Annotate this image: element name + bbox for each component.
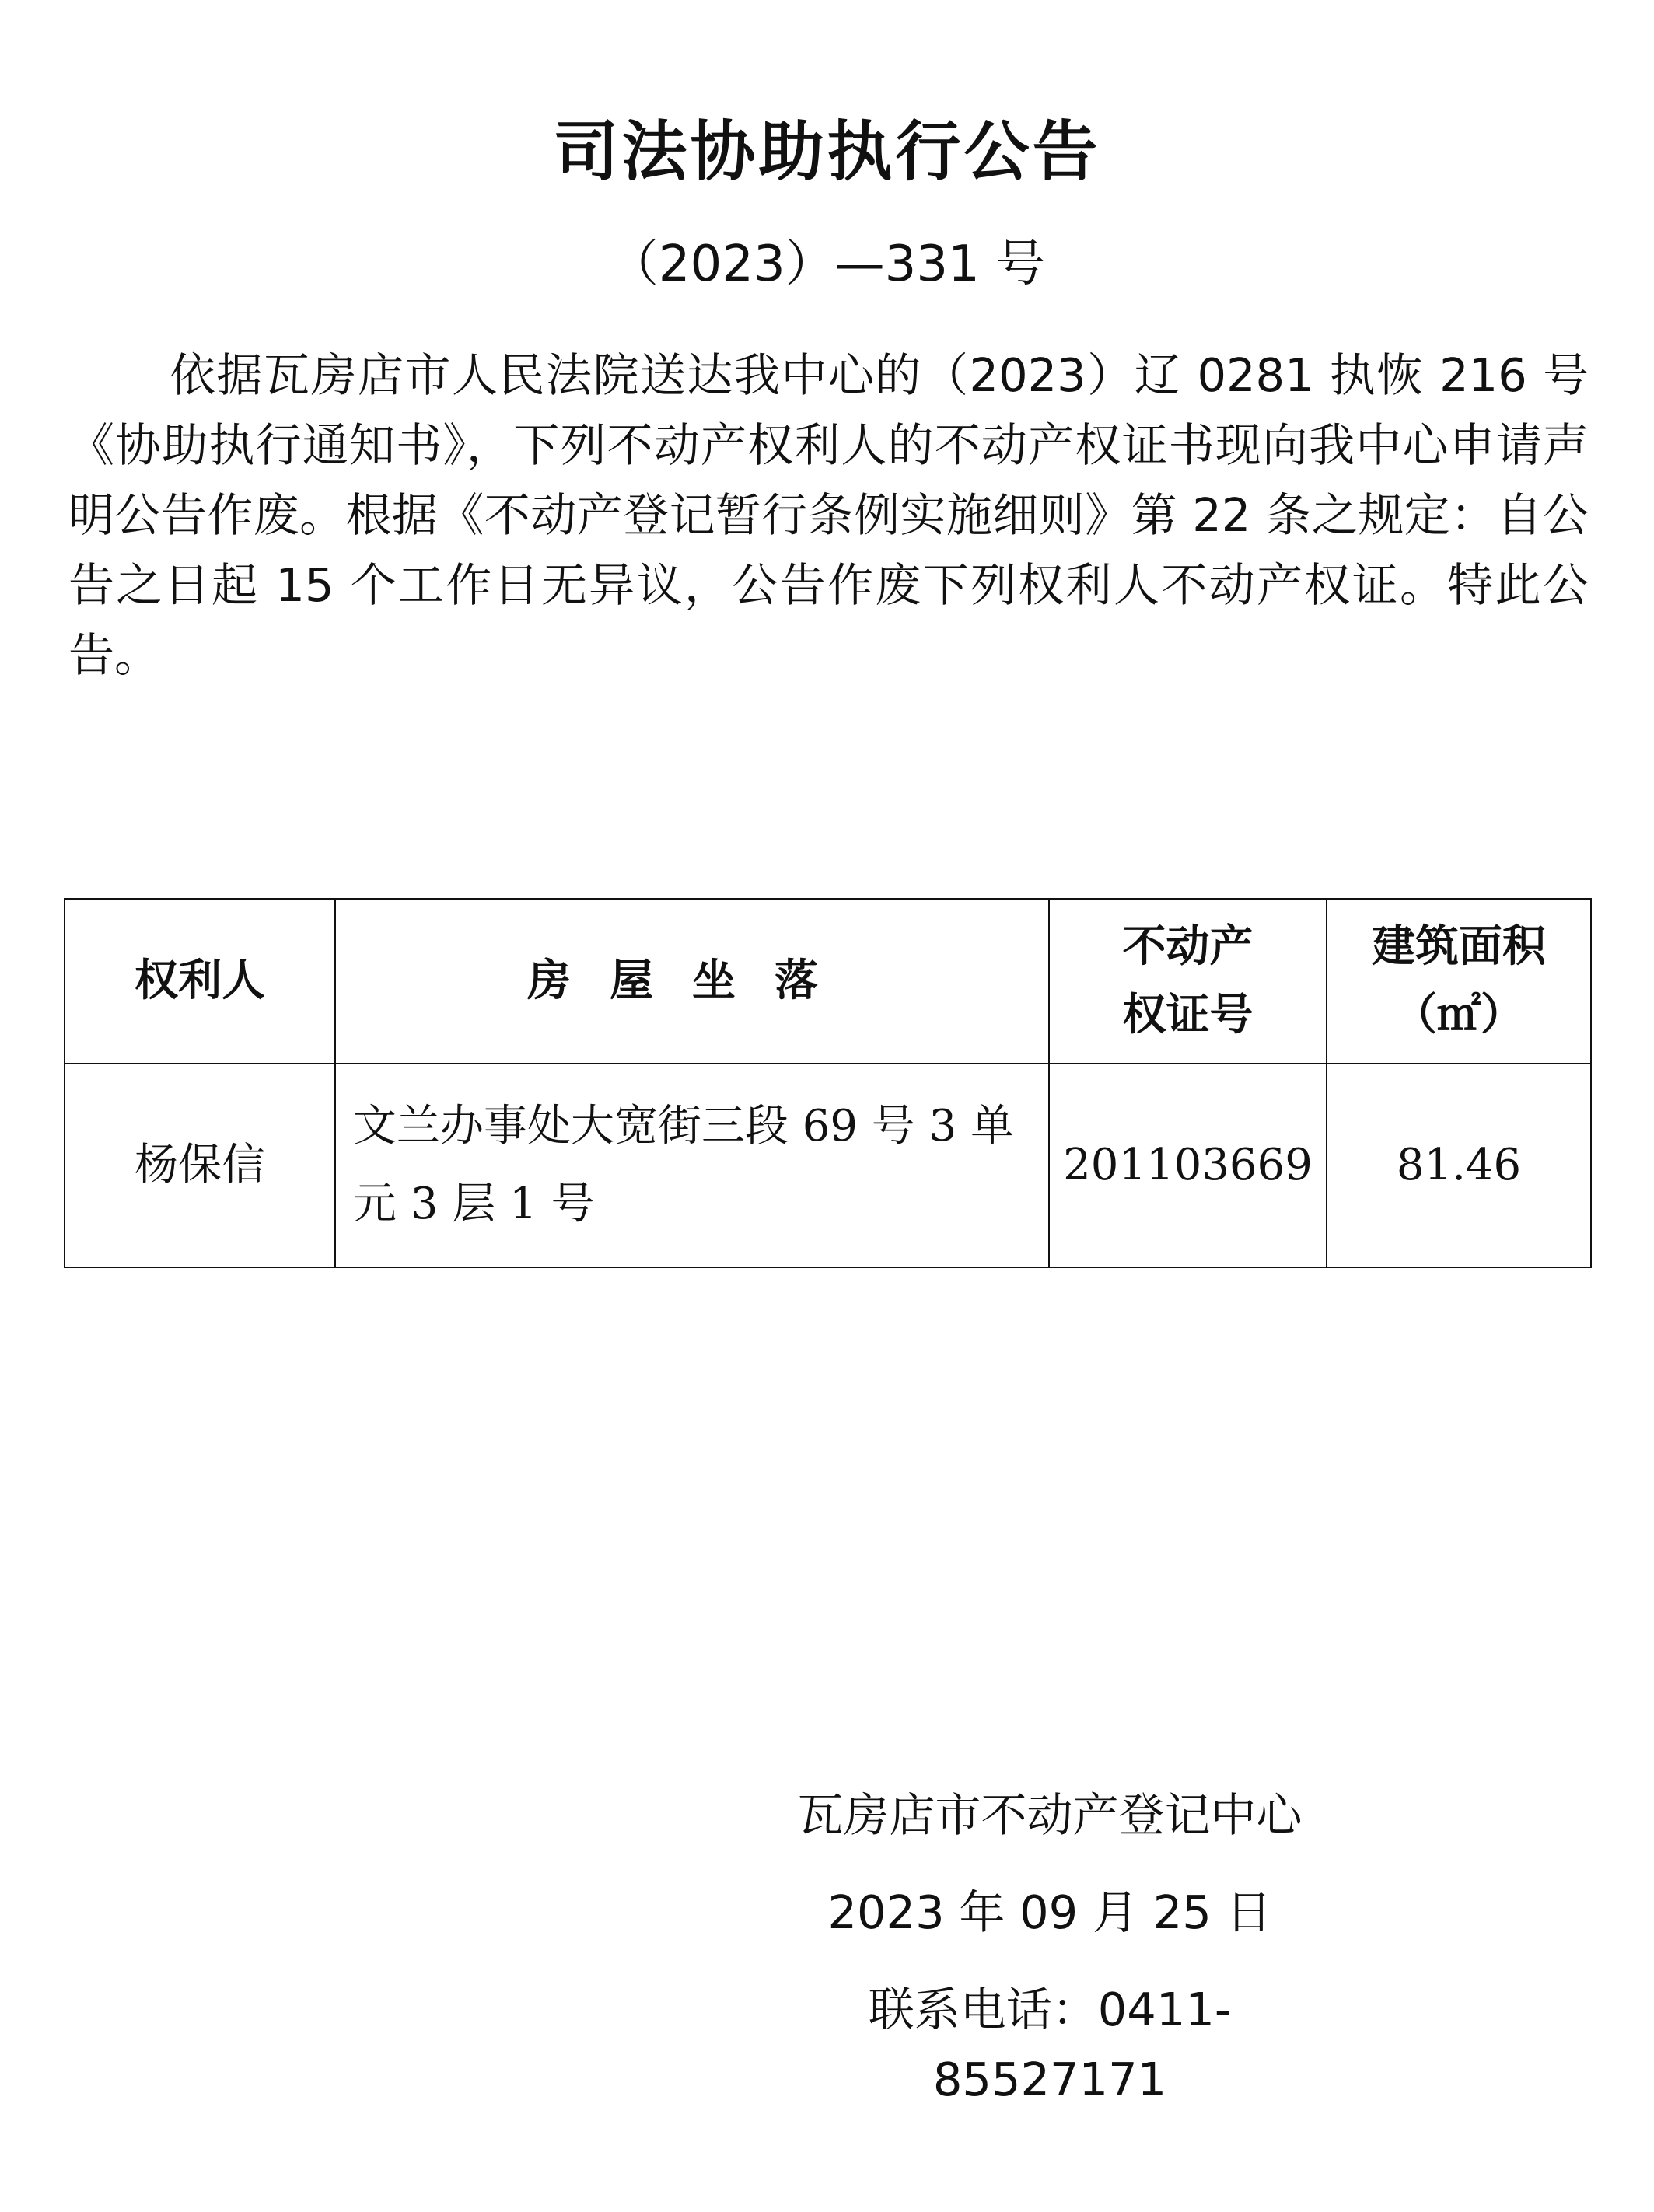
issuing-organization: 瓦房店市不动产登记中心 xyxy=(797,1788,1303,1842)
header-cert-no-line2: 权证号 xyxy=(1122,990,1254,1040)
header-cert-no-line1: 不动产 xyxy=(1122,921,1254,972)
table-row xyxy=(65,1064,1591,1267)
cell-address: 文兰办事处大宽街三段 69 号 3 单元 3 层 1 号 xyxy=(335,1064,1049,1267)
header-area-line1: 建筑面积 xyxy=(1372,921,1546,972)
property-table xyxy=(64,898,1590,1268)
table-header-row xyxy=(65,899,1591,1064)
cell-owner: 杨保信 xyxy=(65,1064,335,1267)
notice-title: 司法协助执行公告 xyxy=(553,114,1101,190)
header-area-line2: （㎡） xyxy=(1393,990,1524,1040)
document-number: （2023）—331 号 xyxy=(608,236,1046,293)
header-area xyxy=(1327,899,1591,1064)
property-table-grid xyxy=(64,898,1592,1268)
header-address: 房屋坐落 xyxy=(335,899,1049,1064)
notice-body: 依据瓦房店市人民法院送达我中心的（2023）辽 0281 执恢 216 号《协助执行通知书》，下列不动产权利人的不动产权证书现向我中心申请声明公告作废。根据《不动产登记暂行条例实施细则》第 22 条之规定：自公告之日起 15 个工作日无异议，公告作废下列权利人不动产权证。特此公告。 xyxy=(68,348,1589,682)
issue-date: 2023 年 09 月 25 日 xyxy=(827,1885,1272,1939)
cell-area: 81.46 xyxy=(1327,1064,1591,1267)
cell-cert-no: 201103669 xyxy=(1049,1064,1327,1267)
header-owner: 权利人 xyxy=(65,899,335,1064)
contact-phone: 联系电话：0411-85527171 xyxy=(868,1983,1232,2106)
header-cert-no xyxy=(1049,899,1327,1064)
